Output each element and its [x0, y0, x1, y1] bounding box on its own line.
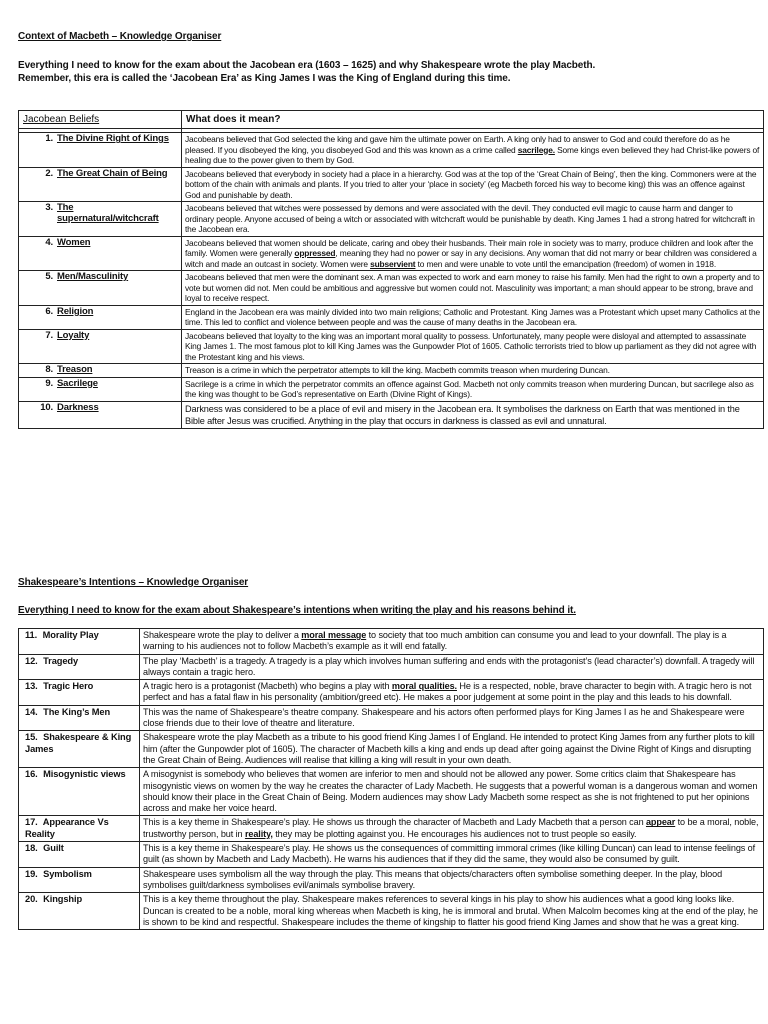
term-number: 10. — [40, 401, 53, 413]
term-number: 4. — [45, 236, 53, 248]
table-row — [19, 654, 764, 680]
term-cell — [19, 629, 140, 655]
term-cell — [19, 202, 182, 237]
term-number: 16. — [25, 769, 38, 780]
key-word: moral message — [301, 630, 367, 640]
table-row — [19, 401, 764, 428]
meaning-text: they may be plotting against you. He encourages his audiences not to trust people so easily. — [272, 828, 637, 839]
table-row — [19, 705, 764, 731]
term-number: 13. — [25, 681, 38, 692]
table-row — [19, 842, 764, 868]
term-number: 17. — [25, 817, 38, 828]
term-label: Guilt — [43, 843, 64, 854]
term-cell — [19, 305, 182, 329]
term-cell — [19, 377, 182, 401]
meaning-text: to be a moral, noble, trustworthy person, but in — [143, 817, 759, 839]
term-label: The Great Chain of Being — [57, 167, 168, 179]
header-what-does-it-mean: What does it mean? — [182, 111, 764, 129]
meaning-text: Shakespeare wrote the play to deliver a — [143, 630, 302, 640]
meaning-cell — [140, 680, 764, 706]
meaning-text: to society that too much ambition can consume you and lead to your downfall. The play is a warning to his audiences not to follow Macbeth’s example as it will end fatally. — [143, 630, 727, 652]
table-row — [19, 271, 764, 306]
term-cell — [19, 654, 140, 680]
term-number: 18. — [25, 843, 38, 854]
table-row — [19, 629, 764, 655]
table-row — [19, 167, 764, 202]
key-word: sacrilege. — [517, 144, 555, 155]
term-label: Women — [57, 236, 91, 248]
table-header-row — [19, 111, 764, 129]
meaning-text: , meaning they had no power or say in any decisions. Any woman that did not marry or bear children was considered a witch and made an outcast in society. Women were — [185, 248, 757, 269]
table-row — [19, 731, 764, 768]
meaning-cell: This is a key theme throughout the play. Shakespeare makes references to several kings in his play to show his audiences what a good king looks like. Duncan is created to be a noble, moral king whereas when Macbeth is king, he is immoral and brutal. When Malcolm becomes king at the end of the play, he is shown to be kind and respectful. Shakespeare includes the theme of kingship to flatter his good friend King James and show that he was a great king. — [140, 893, 764, 930]
meaning-cell — [140, 629, 764, 655]
meaning-cell — [140, 816, 764, 842]
meaning-cell: A misogynist is somebody who believes that women are inferior to men and should not be allowed any power. Some critics claim that Shakespeare has misogynistic views on women by the way he creates the character of Lady Macbeth. He suggests that a powerful woman is a dangerous woman and women should know their place in the Great Chain of Being. Modern audiences may show Lady Macbeth some respect as she is not frightened to put her opinions across and make her voice heard. — [140, 768, 764, 816]
term-number: 19. — [25, 868, 38, 879]
term-label: Misogynistic views — [43, 769, 126, 780]
context-title: Context of Macbeth – Knowledge Organiser — [18, 31, 222, 42]
term-label: Sacrilege — [57, 377, 98, 389]
term-cell — [19, 731, 140, 768]
meaning-cell: Shakespeare uses symbolism all the way through the play. This means that objects/characters often symbolise something deeper. In the play, blood symbolises guilt/darkness symbolises evil/animals symbolise bravery. — [140, 867, 764, 893]
meaning-text: to men and were unable to vote until the emancipation (freedom) of women in 1918. — [415, 258, 716, 269]
table-row — [19, 816, 764, 842]
table-row — [19, 133, 764, 168]
term-label: Kingship — [43, 894, 83, 905]
term-cell — [19, 364, 182, 378]
term-label: Symbolism — [43, 868, 92, 879]
term-number: 3. — [45, 202, 53, 213]
term-label: Darkness — [57, 401, 99, 413]
term-cell — [19, 680, 140, 706]
term-number: 12. — [25, 655, 38, 666]
meaning-text: He is a respected, noble, brave character to begin with. A tragic hero is not perfect and has a fatal flaw in his personality (ambition/greed etc). He makes a poor judgement at some point in the play and this leads to his downfall. — [143, 681, 752, 703]
term-number: 2. — [45, 167, 53, 179]
term-label: Loyalty — [57, 329, 90, 341]
term-cell — [19, 167, 182, 202]
meaning-cell — [182, 133, 764, 168]
meaning-cell: Darkness was considered to be a place of evil and misery in the Jacobean era. It symbolises the darkness on Earth that was mentioned in the Bible after Jesus was crucified. Anything in the play that occurs in darkness is classed as evil and unnatural. — [182, 401, 764, 428]
table-row — [19, 680, 764, 706]
term-label: The Divine Right of Kings — [57, 133, 169, 144]
table-row — [19, 329, 764, 364]
term-number: 8. — [45, 364, 53, 375]
term-cell — [19, 768, 140, 816]
key-word: moral qualities. — [391, 681, 457, 692]
table-row — [19, 893, 764, 930]
context-intro — [18, 59, 595, 85]
term-cell — [19, 236, 182, 271]
term-number: 14. — [25, 706, 38, 717]
meaning-cell: Jacobeans believed that everybody in society had a place in a hierarchy. God was at the top of the ‘Great Chain of Being’, then the king. Commoners were at the bottom of the chain with animals and plants. If you tried to alter your ‘place in society’ (eg Macbeth forced his way to become king) this was an offence against God and punishable by death. — [182, 167, 764, 202]
meaning-text: Jacobeans believed that God selected the king and gave him the ultimate power on Earth. A king only had to answer to God and could therefore do as he pleased. If you disobeyed the king, you disobeyed God and this was known as a crime called — [185, 134, 730, 155]
meaning-cell: England in the Jacobean era was mainly divided into two main religions; Catholic and Protestant. King James was a Protestant which upset many Catholics at the time. This led to conflict and violence between people and was the cause of many deaths in the Jacobean era. — [182, 305, 764, 329]
term-label: Morality Play — [42, 630, 99, 640]
term-cell — [19, 133, 182, 168]
meaning-cell: Jacobeans believed that witches were possessed by demons and were associated with the devil. They conducted evil magic to cause harm and danger to ordinary people. Anyone accused of being a witch or associated with witchcraft would be punishable by death. King James 1 had a strong hatred for witchcraft in the Jacobean era. — [182, 202, 764, 237]
term-cell — [19, 401, 182, 428]
table-row — [19, 202, 764, 237]
meaning-text: Some kings even believed they had Christ-like powers of healing due to the power given to them by God. — [185, 144, 760, 165]
term-cell — [19, 329, 182, 364]
intentions-title: Shakespeare’s Intentions – Knowledge Organiser — [18, 577, 249, 588]
term-label: The King’s Men — [43, 706, 111, 717]
key-word: reality, — [244, 828, 273, 839]
meaning-cell — [182, 236, 764, 271]
table-row — [19, 305, 764, 329]
key-word: subservient — [370, 258, 416, 269]
meaning-cell: The play ‘Macbeth’ is a tragedy. A tragedy is a play which involves human suffering and ends with the protagonist’s (lead character’s) downfall. A tragedy will always contain a tragic hero. — [140, 654, 764, 680]
term-number: 5. — [45, 271, 53, 282]
table-row — [19, 867, 764, 893]
term-label: Men/Masculinity — [57, 271, 129, 282]
term-label: Religion — [57, 305, 94, 317]
meaning-cell: Shakespeare wrote the play Macbeth as a tribute to his good friend King James I of England. He intended to protect King James from any further plots to kill him (after the Gunpowder plot of 1605). The character of Macbeth kills a king and ends up dead after going against the Divine Right of Kings and disrupting the Great Chain of Being. Audiences will realise that killing a king will result in your own death. — [140, 731, 764, 768]
meaning-text: This is a key theme in Shakespeare’s play. He shows us through the character of Macbeth and Lady Macbeth that a person can — [143, 817, 646, 828]
term-label: Shakespeare & King James — [25, 732, 132, 754]
term-label: The supernatural/witchcraft — [57, 202, 159, 224]
term-cell — [19, 867, 140, 893]
context-intro-line1: Everything I need to know for the exam about the Jacobean era (1603 – 1625) and why Shakespeare wrote the play Macbeth. — [18, 60, 596, 71]
term-number: 7. — [45, 329, 53, 341]
term-number: 1. — [45, 133, 53, 144]
meaning-cell: This was the name of Shakespeare’s theatre company. Shakespeare and his actors often performed plays for King James I as he and Shakespeare were close friends due to their love of theatre and literature. — [140, 705, 764, 731]
header-jacobean-beliefs: Jacobean Beliefs — [19, 111, 182, 129]
table-row — [19, 364, 764, 378]
meaning-cell: Jacobeans believed that loyalty to the king was an important moral quality to possess. Unfortunately, many people were disloyal and attempted to assassinate King James 1. The most famous plot to kill King James was the Gunpowder Plot of 1605. Catholic terrorists tried to blow up parliament as they did not agree with the Protestant king and his views. — [182, 329, 764, 364]
term-number: 6. — [45, 305, 53, 317]
term-number: 11. — [25, 630, 38, 640]
table-row — [19, 377, 764, 401]
term-cell — [19, 705, 140, 731]
term-cell — [19, 816, 140, 842]
meaning-cell: Jacobeans believed that men were the dominant sex. A man was expected to work and earn money to raise his family. Men had the right to own a property and to vote but women did not. Men could be ambitious and aggressive but women could not. Masculinity was important; a man should appear to be strong, brave and loyal to receive respect. — [182, 271, 764, 306]
table-row — [19, 768, 764, 816]
table-row — [19, 236, 764, 271]
intentions-intro: Everything I need to know for the exam about Shakespeare’s intentions when writing the play and his reasons behind it. — [18, 605, 576, 616]
meaning-text: A tragic hero is a protagonist (Macbeth) who begins a play with — [143, 681, 392, 692]
term-label: Treason — [57, 364, 93, 375]
context-intro-line2: Remember, this era is called the ‘Jacobean Era’ as King James I was the King of England during this time. — [18, 73, 511, 84]
term-number: 9. — [45, 377, 53, 389]
term-cell — [19, 271, 182, 306]
term-number: 20. — [25, 894, 38, 905]
meaning-text: Jacobeans believed that women should be delicate, caring and obey their husbands. Their main role in society was to marry, produce children and look after the family. Women were generally — [185, 237, 754, 258]
meaning-cell: Treason is a crime in which the perpetrator attempts to kill the king. Macbeth commits treason when murdering Duncan. — [182, 364, 764, 378]
term-label: Tragedy — [43, 655, 79, 666]
jacobean-beliefs-table — [18, 110, 764, 429]
shakespeare-intentions-table — [18, 628, 764, 930]
meaning-cell: This is a key theme in Shakespeare’s play. He shows us the consequences of committing immoral crimes (like killing Duncan) can lead to intense feelings of guilt (as shown by Macbeth and Lady Macbeth). He warns his audiences that if they did the same, they would also be consumed by guilt. — [140, 842, 764, 868]
term-label: Appearance Vs Reality — [25, 817, 109, 839]
meaning-cell: Sacrilege is a crime in which the perpetrator commits an offence against God. Macbeth not only commits treason when murdering Duncan, but sacrilege also as the king was thought to be God’s representative on Earth (Divine Right of Kings). — [182, 377, 764, 401]
term-cell — [19, 842, 140, 868]
term-cell — [19, 893, 140, 930]
term-number: 15. — [25, 732, 38, 743]
key-word: oppressed — [294, 248, 336, 258]
key-word: appear — [645, 817, 676, 828]
term-label: Tragic Hero — [43, 681, 94, 692]
